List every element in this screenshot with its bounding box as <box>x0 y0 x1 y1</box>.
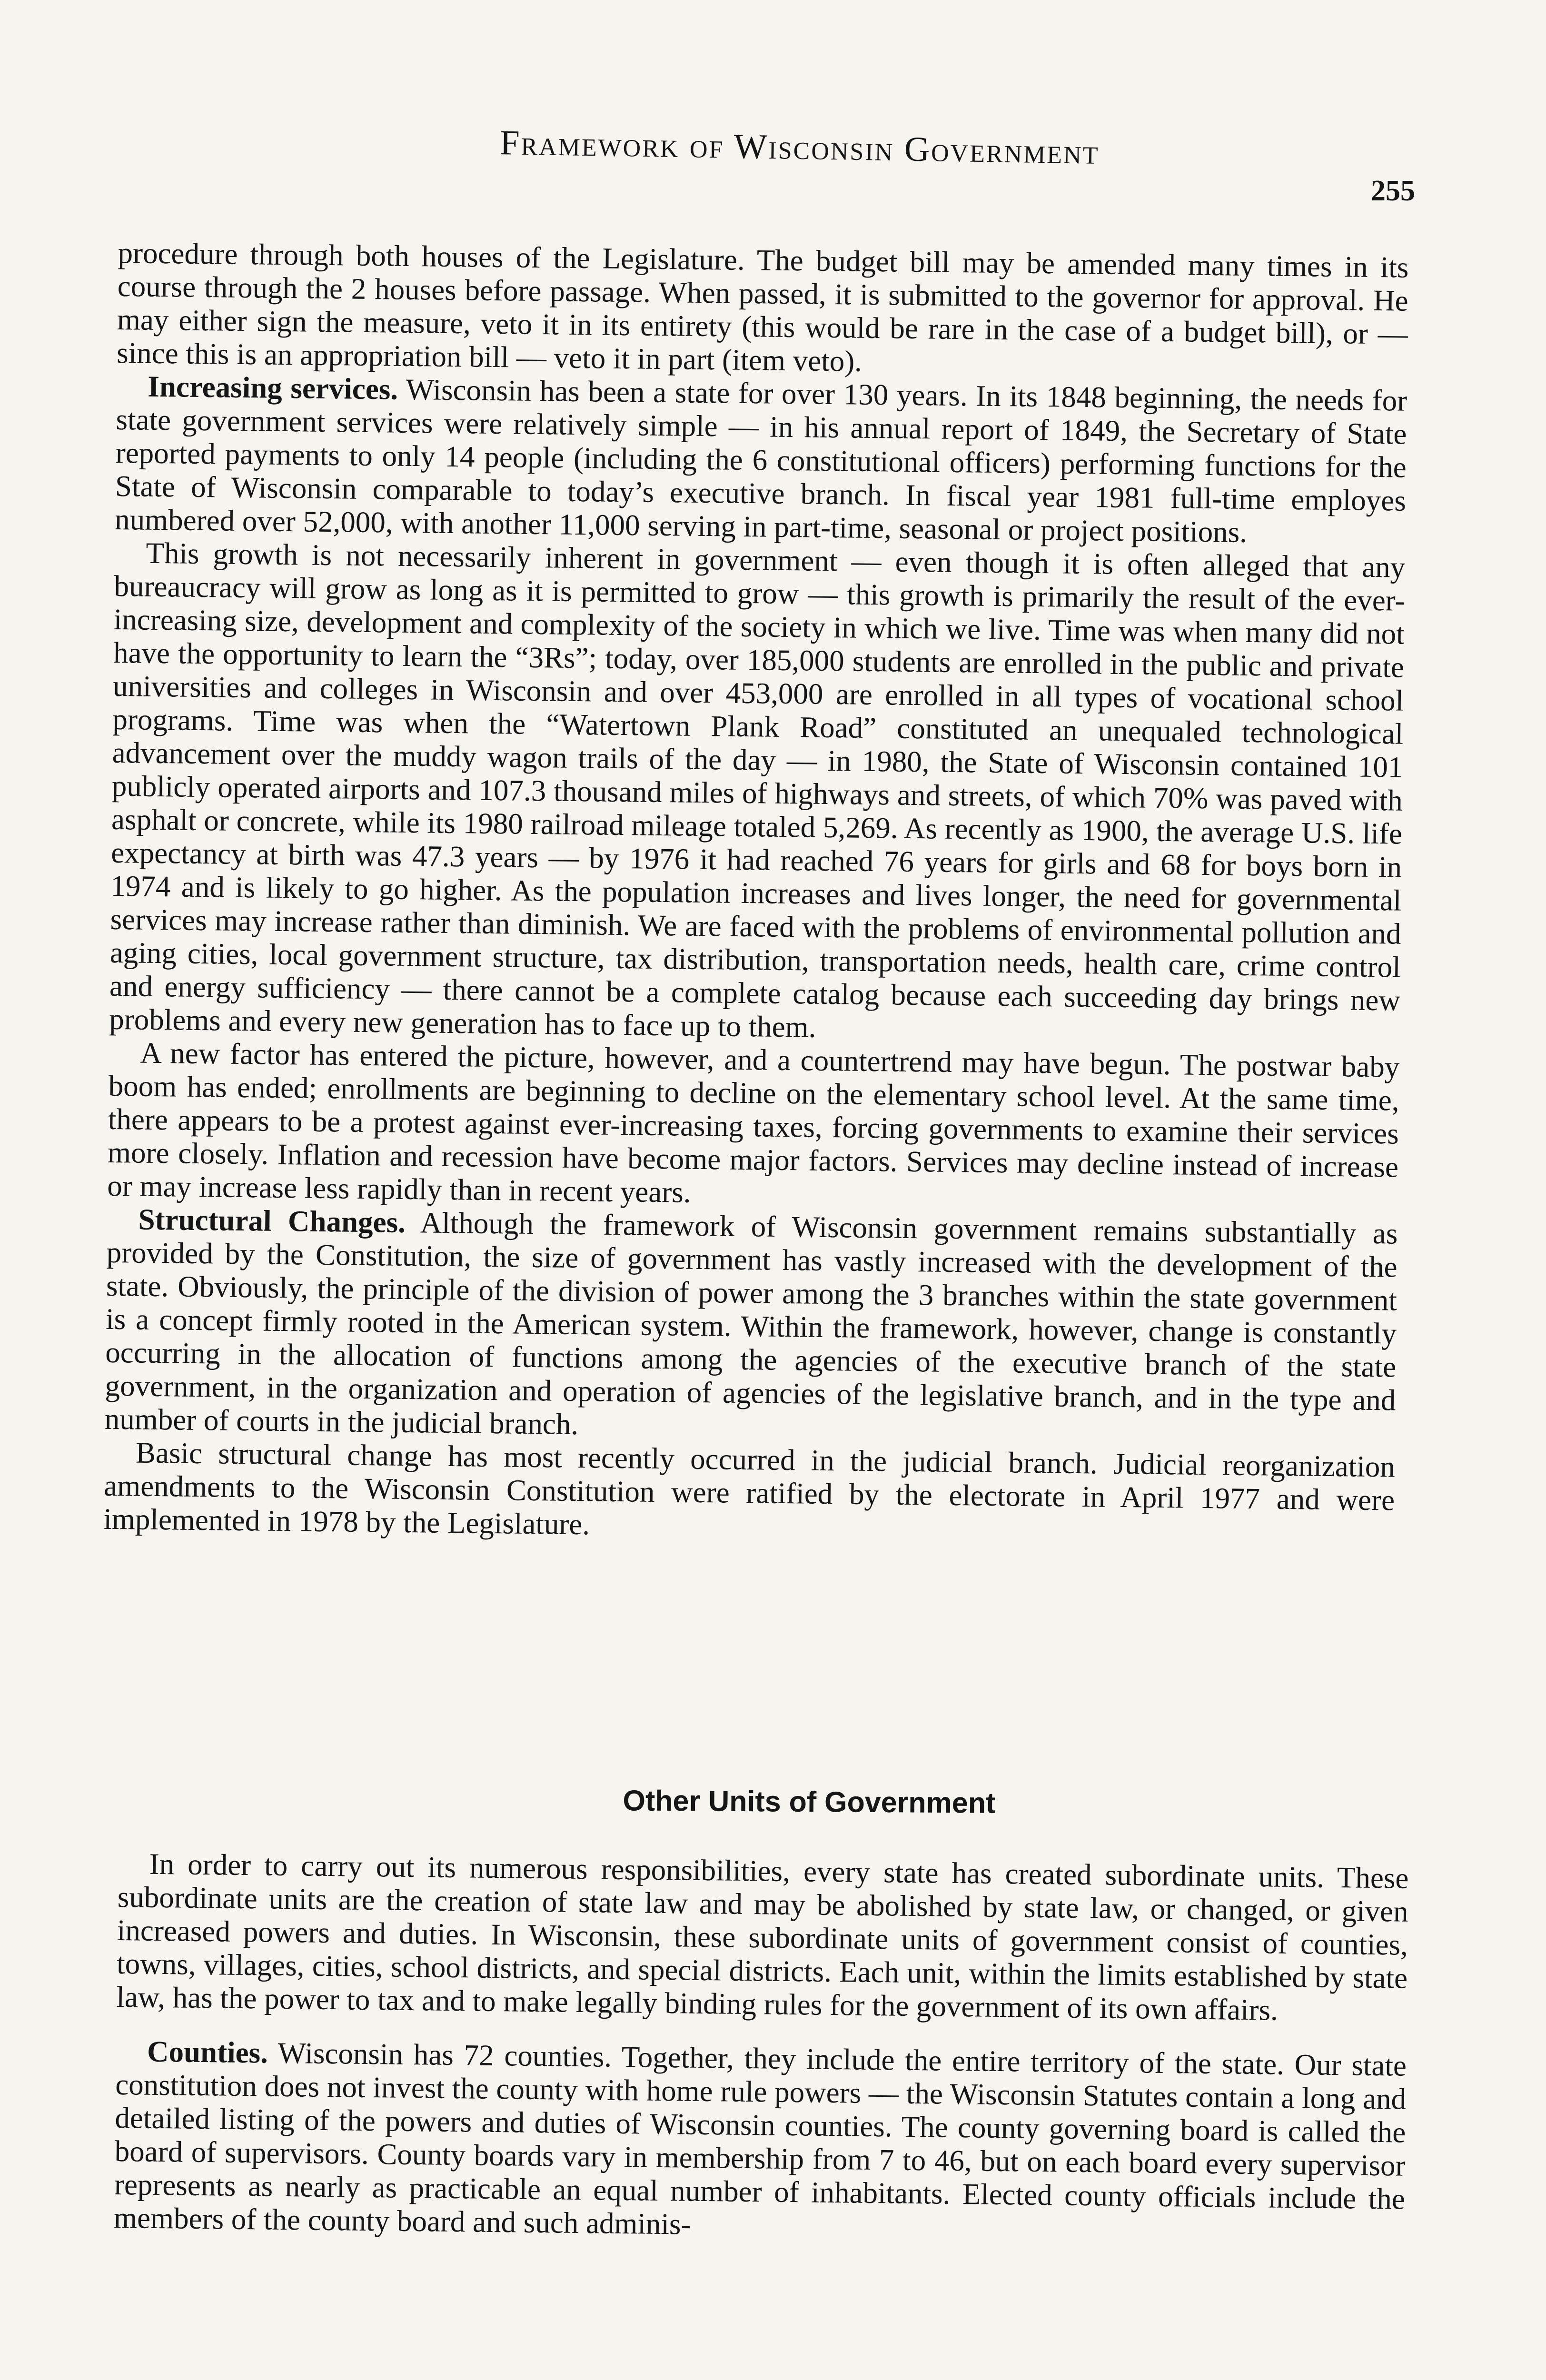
running-head: Framework of Wisconsin Government <box>499 123 1100 172</box>
paragraph-text: A new factor has entered the picture, however, and a countertrend may have begun. The postwar baby boom has ended; enrollments are beginning to decline on the elementary school level. At the same time, there appears to be a protest against ever-increasing taxes, forcing governments to examine their services more closely. Inflation and recession have become major factors. Services may decline instead of increase or may increase less rapidly than in recent years. <box>107 1036 1400 1209</box>
paragraph-text: Wisconsin has 72 counties. Together, they include the entire territory of the state. Our state constitution does not invest the county with home rule powers — the Wisconsin Statutes contain a long and detailed listing of the powers and duties of Wisconsin counties. The county governing board is called the board of supervisors. County boards vary in membership from 7 to 46, but on each board every supervisor represents as nearly as practicable an equal number of inhabitants. Elected county officials include the members of the county board and such adminis- <box>113 2036 1407 2241</box>
paragraph-subordinate-units <box>116 1847 1409 2028</box>
run-in-heading: Counties. <box>147 2034 268 2070</box>
paragraph-text: This growth is not necessarily inherent in government — even though it is often alleged that any bureaucracy will grow as long as it is permitted to grow — this growth is primarily the result of the ever-increasing size, development and complexity of the society in which we live. Time was when many did not have the opportunity to learn the “3Rs”; today, over 185,000 students are enrolled in the public and private universities and colleges in Wisconsin and over 453,000 are enrolled in all types of vocational school programs. Time was when the “Watertown Plank Road” constituted an unequaled technological advancement over the muddy wagon trails of the day — in 1980, the State of Wisconsin contained 101 publicly operated airports and 107.3 thousand miles of highways and streets, of which 70% was paved with asphalt or concrete, while its 1980 railroad mileage totaled 5,269. As recently as 1900, the average U.S. life expectancy at birth was 47.3 years — by 1976 it had reached 76 years for girls and 68 for boys born in 1974 and is likely to go higher. As the population increases and lives longer, the need for governmental services may increase rather than diminish. We are faced with the problems of environmental pollution and aging cities, local government structure, tax distribution, transportation needs, health care, crime control and energy sufficiency — there cannot be a complete catalog because each succeeding day brings new problems and every new generation has to face up to them. <box>109 536 1406 1044</box>
paragraph-text: In order to carry out its numerous responsibilities, every state has created subordinate units. These subordinate units are the creation of state law and may be abolished by state law, or changed, or given increased powers and duties. In Wisconsin, these subordinate units of government consist of counties, towns, villages, cities, school districts, and special districts. Each unit, within the limits established by state law, has the power to tax and to make legally binding rules for the government of its own affairs. <box>116 1847 1409 2027</box>
paragraph-increasing-services <box>115 369 1407 551</box>
paragraph-counties <box>114 2034 1407 2249</box>
run-in-heading: Structural Changes. <box>138 1202 406 1239</box>
paragraph-text: Wisconsin has been a state for over 130 years. In its 1848 beginning, the needs for state government services were relatively simple — in his annual report of 1849, the Secretary of State reported payments to only 14 people (including the 6 constitutional officers) performing functions for the State of Wisconsin comparable to today’s executive branch. In fiscal year 1981 full-time employes numbered over 52,000, with another 11,000 serving in part-time, seasonal or project positions. <box>114 372 1407 549</box>
run-in-heading: Increasing services. <box>148 369 398 406</box>
paragraph-text: Basic structural change has most recently occurred in the judicial branch. Judicial reorganization amendments to the Wisconsin Constitution were ratified by the electorate in April 1977 and were implemented in 1978 by the Legislature. <box>103 1436 1396 1541</box>
paragraph-countertrend <box>107 1036 1400 1217</box>
paragraph-structural-changes <box>104 1202 1397 1450</box>
lower-text-block <box>114 1847 1409 2249</box>
paragraph-text: Although the framework of Wisconsin government remains substantially as provided by the Constitution, the size of government has vastly increased with the development of the state. Obviously, the principle of the division of power among the 3 branches within the state government is a concept firmly rooted in the American system. Within the framework, however, change is constantly occurring in the allocation of functions among the agencies of the executive branch of the state government, in the organization and operation of agencies of the legislative branch, and in the type and number of courts in the judicial branch. <box>104 1205 1398 1441</box>
section-heading: Other Units of Government <box>623 1784 996 1819</box>
paragraph-text: procedure through both houses of the Legislature. The budget bill may be amended many times in its course through the 2 houses before passage. When passed, it is submitted to the governor for approval. He may either sign the measure, veto it in its entirety (this would be rare in the case of a budget bill), or — since this is an appropriation bill — veto it in part (item veto). <box>116 236 1409 378</box>
paragraph-budget-procedure <box>117 236 1409 384</box>
paragraph-judicial-change <box>103 1436 1395 1550</box>
upper-text-block <box>103 236 1409 1550</box>
page-number: 255 <box>1371 175 1415 207</box>
paragraph-growth <box>109 536 1406 1051</box>
